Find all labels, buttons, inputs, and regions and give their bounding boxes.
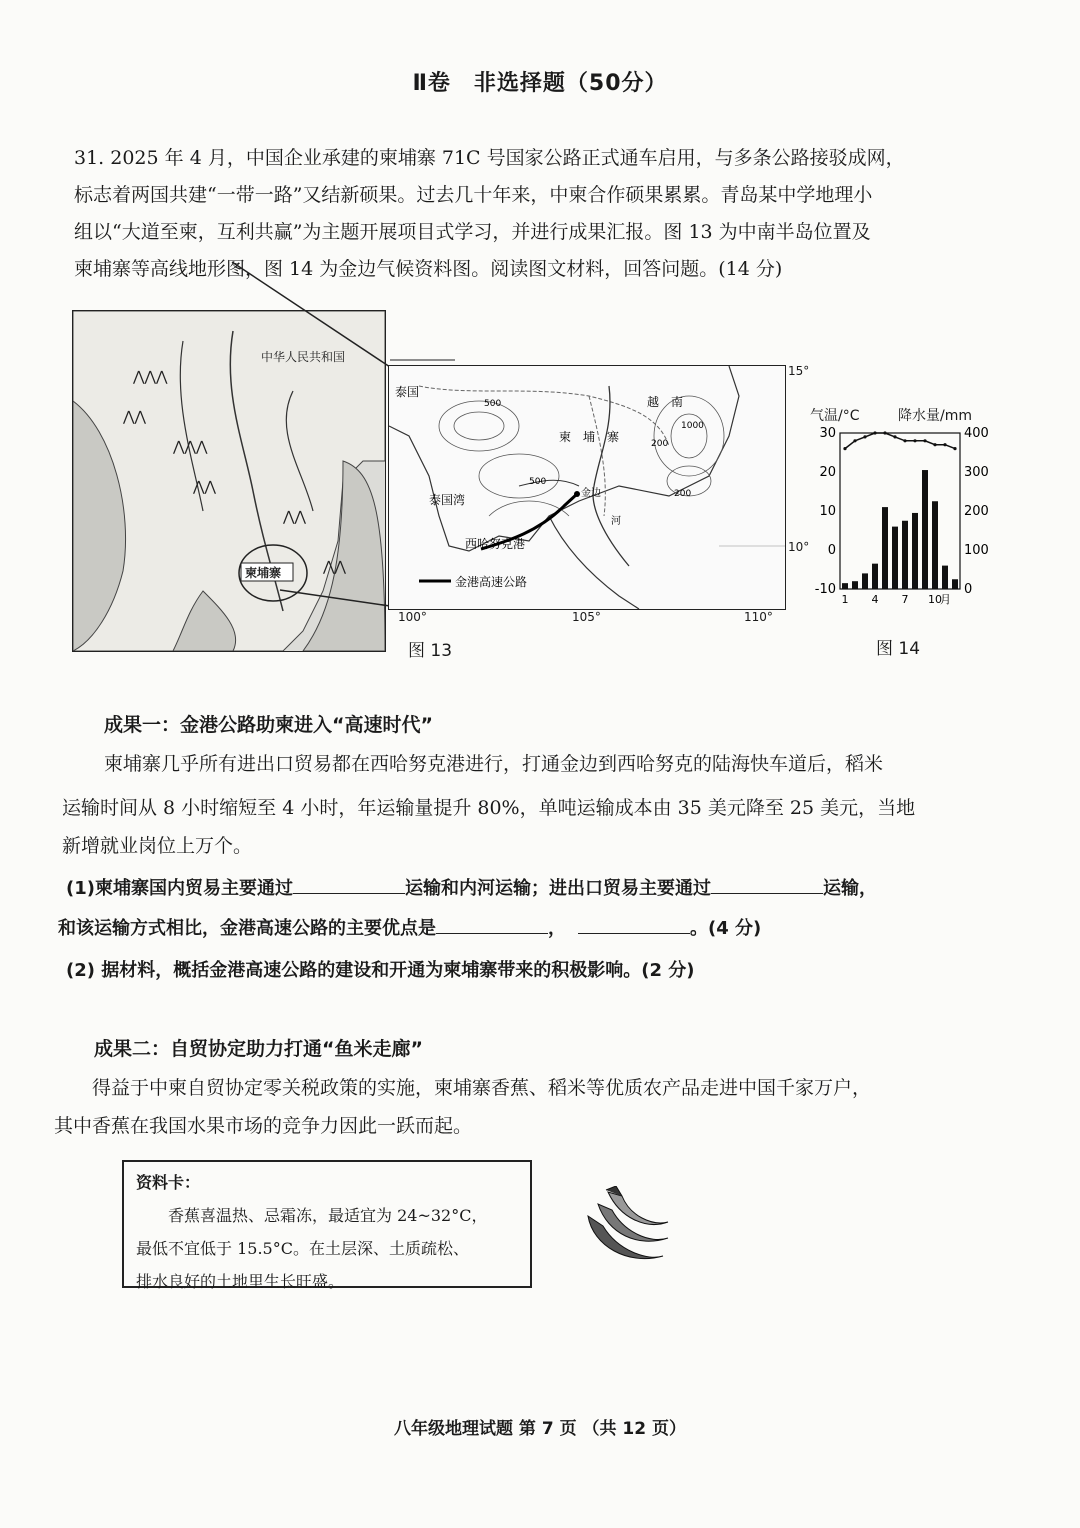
lon-label: 105° — [572, 610, 601, 624]
temperature-point — [943, 443, 946, 446]
result2-line: 得益于中柬自贸协定零关税政策的实施，柬埔寨香蕉、稻米等优质农产品走进中国千家万户， — [92, 1077, 872, 1099]
result1-line: 运输时间从 8 小时缩短至 4 小时，年运输量提升 80%，单吨运输成本由 35 美元降至 25 美元，当地 — [62, 797, 916, 819]
figure14-caption: 图 14 — [876, 639, 921, 659]
x-tick-label: 7 — [901, 593, 909, 606]
answer-blank[interactable] — [436, 915, 548, 934]
precip-bar — [942, 566, 948, 589]
left-tick-label: 10 — [819, 504, 836, 519]
precip-bar — [842, 583, 848, 589]
q1-text: 运输和内河运输；进出口贸易主要通过 — [404, 878, 711, 899]
result1-paragraph — [62, 828, 1022, 865]
card-line: 排水良好的土地里生长旺盛。 — [136, 1272, 345, 1291]
q1-text: 运输， — [822, 878, 877, 899]
question-2: (2) 据材料，概括金港高速公路的建设和开通为柬埔寨带来的积极影响。(2 分) — [66, 960, 695, 981]
label-river: 河 — [611, 516, 621, 527]
question-1-cont — [58, 910, 1018, 947]
precip-bar — [892, 527, 898, 589]
answer-blank[interactable] — [293, 875, 405, 894]
temperature-point — [923, 439, 926, 442]
temperature-point — [893, 435, 896, 438]
figure13-caption: 图 13 — [408, 641, 453, 661]
label-thailand: 泰国 — [395, 385, 420, 399]
svg-text:⋀⋀: ⋀⋀ — [283, 509, 306, 525]
section-title: Ⅱ卷 非选择题（50分） — [412, 71, 668, 96]
intro-line: 组以“大道至柬，互利共赢”为主题开展项目式学习，并进行成果汇报。图 13 为中南半岛位置及 — [74, 221, 871, 243]
svg-text:⋀⋀⋀: ⋀⋀⋀ — [173, 439, 208, 455]
lon-label: 110° — [744, 610, 773, 624]
contour-map-drawing — [389, 366, 785, 609]
contour-label: 200 — [651, 439, 669, 449]
connector-line — [280, 590, 390, 606]
precip-bar — [882, 507, 888, 589]
result2-line: 其中香蕉在我国水果市场的竞争力因此一跃而起。 — [54, 1115, 473, 1137]
phnom-penh-dot — [574, 491, 580, 497]
label-cambodia: 柬埔寨 — [245, 566, 282, 580]
intro-line: 31. 2025 年 4 月，中国企业承建的柬埔寨 71C 号国家公路正式通车启用，与多条公路接驳成网， — [74, 147, 905, 169]
contour-label: 500 — [529, 477, 547, 487]
left-axis-ticks — [815, 426, 836, 597]
label-cambodia-map: 柬 埔 寨 — [559, 430, 620, 444]
temperature-line — [845, 433, 955, 449]
precip-bar — [952, 579, 958, 589]
svg-text:⋀⋀: ⋀⋀ — [323, 559, 346, 575]
temperature-point — [933, 443, 936, 446]
precip-bar — [932, 501, 938, 589]
coastline — [389, 366, 739, 551]
right-tick-label: 400 — [964, 426, 989, 441]
card-title: 资料卡： — [136, 1173, 201, 1192]
precip-bar — [902, 521, 908, 589]
x-axis-ticks — [842, 593, 943, 606]
border — [419, 386, 669, 446]
q1-text: ， — [548, 918, 566, 939]
label-phnom-penh: 金边 — [581, 488, 601, 499]
result1-line: 新增就业岗位上万个。 — [62, 835, 253, 857]
lat-label-bottom: 10° — [788, 540, 810, 554]
result2-title: 成果二：自贸协定助力打通“鱼米走廊” — [94, 1038, 423, 1060]
temperature-point — [843, 447, 846, 450]
contour-label: 1000 — [681, 421, 704, 431]
result1-paragraph — [62, 746, 1022, 783]
temperature-point — [863, 435, 866, 438]
x-tick-label: 10 — [928, 593, 942, 606]
precip-bar — [912, 513, 918, 589]
banana-illustration — [578, 1186, 670, 1276]
result2-paragraph — [54, 1108, 1024, 1145]
info-card — [122, 1160, 532, 1291]
lat-label-top: 15° — [788, 364, 810, 378]
left-tick-label: -10 — [814, 582, 836, 597]
left-tick-label: 30 — [819, 426, 836, 441]
precip-bar — [852, 581, 858, 589]
label-gulf: 泰国湾 — [429, 493, 466, 507]
result2-paragraph — [54, 1070, 1024, 1107]
precip-bars — [842, 470, 958, 589]
precip-bar — [872, 564, 878, 589]
label-china: 中华人民共和国 — [261, 350, 346, 364]
result1-title: 成果一：金港公路助柬进入“高速时代” — [104, 714, 433, 736]
q1-text: 。(4 分) — [690, 918, 762, 939]
right-axis-ticks — [964, 426, 989, 597]
mekong-river — [593, 386, 629, 566]
precip-bar — [922, 470, 928, 589]
result1-paragraph — [62, 790, 1022, 827]
card-line: 最低不宜低于 15.5°C。在土层深、土质疏松、 — [136, 1239, 469, 1258]
answer-blank[interactable] — [578, 915, 690, 934]
temperature-point — [953, 447, 956, 450]
answer-blank[interactable] — [711, 875, 823, 894]
lon-label: 100° — [398, 610, 427, 624]
result1-line: 柬埔寨几乎所有进出口贸易都在西哈努克港进行，打通金边到西哈努克的陆海快车道后，稻米 — [104, 753, 884, 775]
card-line: 香蕉喜温热、忌霜冻，最适宜为 24~32°C， — [168, 1206, 488, 1225]
q1-text: (1)柬埔寨国内贸易主要通过 — [66, 878, 293, 899]
intro-line: 标志着两国共建“一带一路”又结新硕果。过去几十年来，中柬合作硕果累累。青岛某中学地理小 — [74, 184, 873, 206]
tonle-sap — [519, 480, 579, 486]
temperature-point — [903, 439, 906, 442]
chart-frame — [840, 433, 960, 589]
connector-line — [232, 262, 390, 367]
label-port: 西哈努克港 — [465, 537, 526, 551]
svg-text:⋀⋀: ⋀⋀ — [193, 479, 216, 495]
temperature-point — [853, 439, 856, 442]
right-tick-label: 300 — [964, 465, 989, 480]
right-tick-label: 200 — [964, 504, 989, 519]
temperature-point — [913, 439, 916, 442]
precip-bar — [862, 573, 868, 589]
left-tick-label: 0 — [827, 543, 836, 558]
climate-chart — [800, 420, 1000, 620]
contour-label: 500 — [484, 399, 502, 409]
right-tick-label: 100 — [964, 543, 989, 558]
question-1 — [66, 870, 1026, 907]
x-tick-label: 4 — [871, 593, 879, 606]
legend-label: 金港高速公路 — [455, 575, 528, 589]
cambodia-contour-map — [388, 365, 786, 610]
svg-text:⋀⋀⋀: ⋀⋀⋀ — [133, 369, 168, 385]
right-tick-label: 0 — [964, 582, 973, 597]
intro-line: 柬埔寨等高线地形图，图 14 为金边气候资料图。阅读图文材料，回答问题。(14 分) — [74, 258, 783, 280]
q1-text: 和该运输方式相比，金港高速公路的主要优点是 — [58, 918, 436, 939]
chart-precip-label: 降水量/mm — [898, 408, 972, 424]
chart-temp-label: 气温/°C — [810, 408, 860, 424]
page-footer: 八年级地理试题 第 7 页 （共 12 页） — [394, 1419, 686, 1439]
contour-label: 200 — [674, 489, 692, 499]
temperature-points — [843, 431, 956, 450]
month-unit: 月 — [940, 593, 951, 606]
left-tick-label: 20 — [819, 465, 836, 480]
x-tick-label: 1 — [841, 593, 849, 606]
label-vietnam: 越 南 — [647, 395, 684, 409]
svg-text:⋀⋀: ⋀⋀ — [123, 409, 146, 425]
